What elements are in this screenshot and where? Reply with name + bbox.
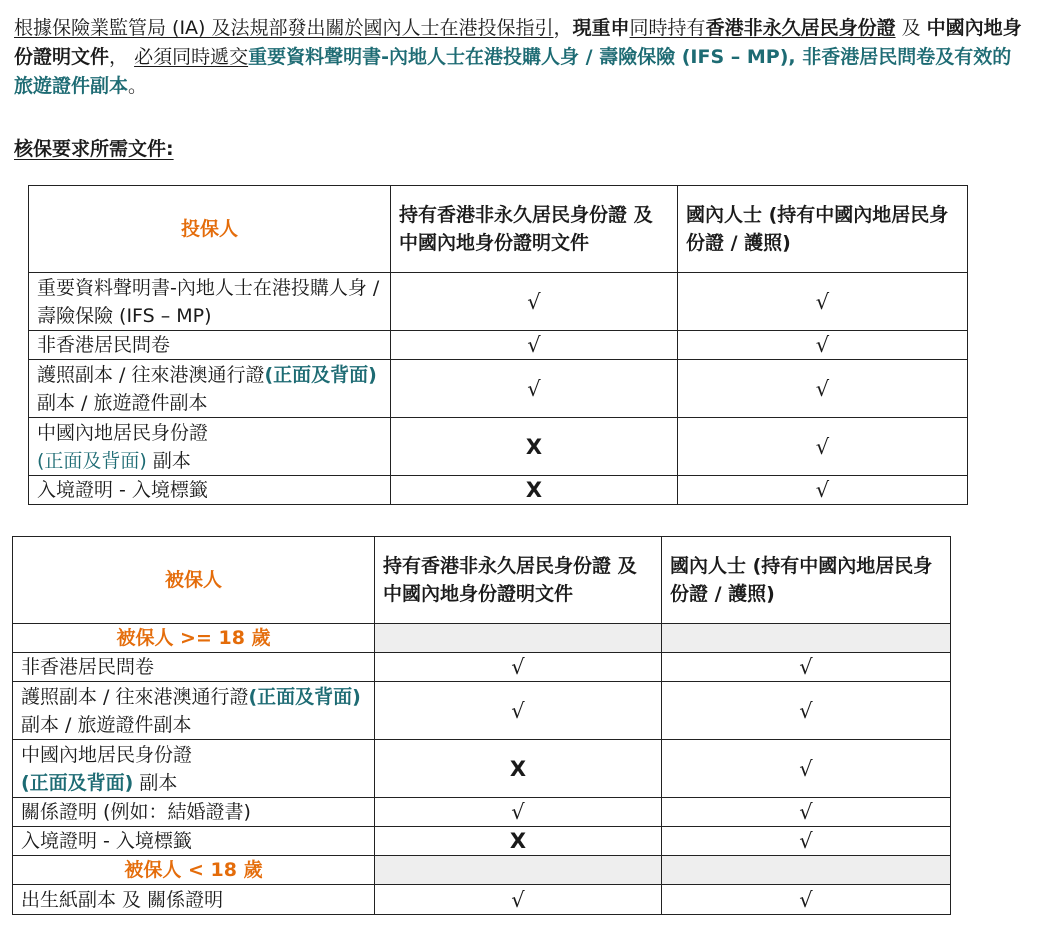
col-header-dual-id: 持有香港非永久居民身份證 及中國內地身份證明文件 — [375, 537, 662, 624]
row-label-part: 中國內地居民身份證 — [37, 421, 209, 444]
table-row — [29, 476, 968, 505]
row-label: 入境證明 - 入境標籤 — [29, 476, 391, 505]
table-row — [29, 360, 968, 418]
check-mark: √ — [662, 740, 951, 798]
shaded-cell — [375, 856, 662, 885]
x-mark: X — [375, 827, 662, 856]
table-row — [13, 827, 951, 856]
intro-text-4: 同時持有 — [629, 17, 706, 39]
shaded-cell — [662, 624, 951, 653]
check-mark: √ — [662, 827, 951, 856]
table-row — [13, 798, 951, 827]
check-mark: √ — [678, 418, 968, 476]
policyholder-header: 投保人 — [29, 186, 391, 273]
row-label-part: 副本 — [133, 771, 178, 794]
intro-paragraph — [14, 14, 1024, 101]
check-mark: √ — [391, 273, 678, 331]
row-label: 入境證明 - 入境標籤 — [13, 827, 375, 856]
table-row — [13, 885, 951, 915]
table-row — [29, 273, 968, 331]
check-mark: √ — [375, 885, 662, 915]
check-mark: √ — [391, 331, 678, 360]
table-row — [13, 682, 951, 740]
table-row — [29, 418, 968, 476]
col-header-dual-id: 持有香港非永久居民身份證 及中國內地身份證明文件 — [391, 186, 678, 273]
row-label-part: 護照副本 / 往來港澳通行證 — [37, 363, 265, 386]
row-label-part: 副本 / 旅遊證件副本 — [37, 391, 208, 414]
row-label-emphasis: (正面及背面) — [21, 771, 134, 794]
col-header-mainland: 國內人士 (持有中國內地居民身份證 / 護照) — [678, 186, 968, 273]
table-header-row — [13, 537, 951, 624]
check-mark: √ — [375, 653, 662, 682]
x-mark: X — [375, 740, 662, 798]
row-label-emphasis: (正面及背面) — [248, 685, 361, 708]
row-label-part: 副本 / 旅遊證件副本 — [21, 713, 192, 736]
intro-text-7: 中國內地身份證明文件 — [14, 17, 1022, 68]
row-label: 重要資料聲明書-內地人士在港投購人身 / 壽險保險 (IFS – MP) — [29, 273, 391, 331]
intro-text-2: ， — [553, 17, 573, 39]
table-row — [29, 331, 968, 360]
check-mark: √ — [678, 476, 968, 505]
check-mark: √ — [678, 360, 968, 418]
row-label-part: 中國內地居民身份證 — [21, 743, 193, 766]
row-label — [13, 740, 375, 798]
shaded-cell — [662, 856, 951, 885]
intro-text-9: 必須同時遞交 — [134, 46, 249, 68]
row-label: 出生紙副本 及 關係證明 — [13, 885, 375, 915]
intro-text-3: 現重申 — [572, 17, 630, 39]
check-mark: √ — [662, 885, 951, 915]
intro-text-11: 。 — [128, 75, 148, 97]
row-label: 非香港居民問卷 — [13, 653, 375, 682]
row-label: 非香港居民問卷 — [29, 331, 391, 360]
x-mark: X — [391, 418, 678, 476]
table-row — [13, 740, 951, 798]
section-label-minor: 被保人 < 18 歲 — [13, 856, 375, 885]
check-mark: √ — [662, 682, 951, 740]
row-label — [13, 682, 375, 740]
row-label-emphasis: (正面及背面) — [37, 449, 147, 472]
col-header-mainland: 國內人士 (持有中國內地居民身份證 / 護照) — [662, 537, 951, 624]
insured-header: 被保人 — [13, 537, 375, 624]
intro-text-10: 重要資料聲明書-內地人士在港投購人身 / 壽險保險 (IFS – MP), 非香港居民問卷及有效的旅遊證件副本 — [14, 46, 1012, 97]
intro-text-8: ， — [109, 46, 135, 68]
check-mark: √ — [375, 798, 662, 827]
intro-text-5: 香港非永久居民身份證 — [705, 17, 896, 39]
section-heading: 核保要求所需文件: — [14, 138, 174, 160]
section-row — [13, 624, 951, 653]
policyholder-table — [28, 185, 968, 505]
row-label-part: 副本 — [146, 449, 191, 472]
check-mark: √ — [375, 682, 662, 740]
insured-table — [12, 536, 951, 915]
check-mark: √ — [678, 273, 968, 331]
row-label — [29, 418, 391, 476]
table-row — [13, 653, 951, 682]
row-label-emphasis: (正面及背面) — [264, 363, 377, 386]
row-label-part: 護照副本 / 往來港澳通行證 — [21, 685, 249, 708]
x-mark: X — [391, 476, 678, 505]
section-label-adult: 被保人 >= 18 歲 — [13, 624, 375, 653]
intro-text-1: 根據保險業監管局 (IA) 及法規部發出關於國內人士在港投保指引 — [14, 17, 554, 39]
check-mark: √ — [662, 798, 951, 827]
section-row — [13, 856, 951, 885]
check-mark: √ — [678, 331, 968, 360]
table-header-row — [29, 186, 968, 273]
row-label: 關係證明 (例如：結婚證書) — [13, 798, 375, 827]
check-mark: √ — [391, 360, 678, 418]
intro-text-6: 及 — [895, 17, 927, 39]
check-mark: √ — [662, 653, 951, 682]
row-label — [29, 360, 391, 418]
shaded-cell — [375, 624, 662, 653]
